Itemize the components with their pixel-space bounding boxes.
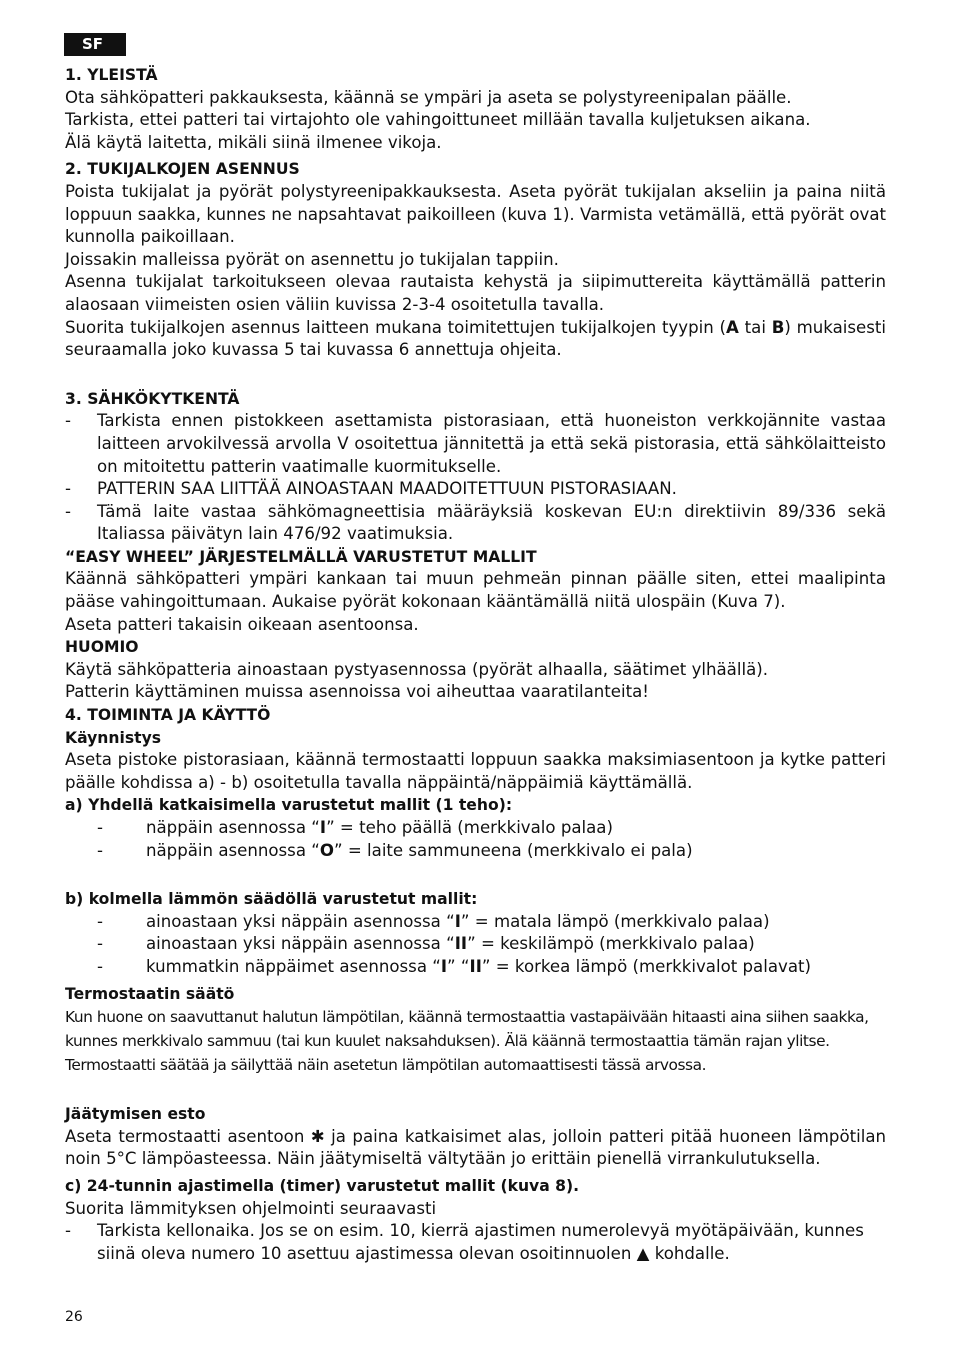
s2-paragraph-4	[65, 317, 886, 362]
triangle-arrow-icon: ▲	[636, 1243, 650, 1263]
thermostat-title: Termostaatin säätö	[65, 984, 235, 1003]
b3-text-mid: ” “	[447, 956, 470, 976]
s1-line-1: Ota sähköpatteri pakkauksesta, käännä se ympäri ja aseta se polystyreenipalan päälle.	[65, 87, 792, 107]
switch-symbol-i: I	[319, 818, 327, 837]
models-a-item-1	[65, 817, 886, 840]
huomio-paragraph-1: Käytä sähköpatteria ainoastaan pystyasennossa (pyörät alhaalla, säätimet ylhäällä).	[65, 659, 768, 679]
type-a-label: A	[726, 317, 739, 337]
frost-paragraph	[65, 1126, 886, 1171]
bullet-dash: -	[65, 1221, 71, 1241]
a2-text-pre: näppäin asennossa “	[146, 840, 320, 860]
bullet-dash: -	[97, 911, 103, 931]
bullet-dash: -	[65, 479, 71, 499]
a1-text-pre: näppäin asennossa “	[146, 818, 320, 837]
b3-text-pre: kummatkin näppäimet asennossa “	[146, 956, 441, 976]
bullet-dash: -	[65, 411, 71, 431]
b3-text-post: ” = korkea lämpö (merkkivalot palavat)	[481, 956, 811, 976]
models-a-title: a) Yhdellä katkaisimella varustetut mallit (1 teho):	[65, 796, 513, 815]
models-c-paragraph: Suorita lämmityksen ohjelmointi seuraavasti	[65, 1198, 437, 1218]
switch-symbol-o: O	[319, 840, 334, 860]
s1-line-2: Tarkista, ettei patteri tai virtajohto ole vahingoittuneet millään tavalla kuljetuksen aikana.	[65, 110, 811, 130]
bullet-dash: -	[65, 501, 71, 521]
s3-bullet-3-text: Tämä laite vastaa sähkömagneettisia määräyksiä koskevan EU:n direktiivin 89/336 sekä Italiassa päivätyn lain 476/92 vaatimuksia.	[97, 501, 886, 544]
models-b-item-1	[65, 911, 886, 934]
s1-line-3: Älä käytä laitetta, mikäli siinä ilmenee vikoja.	[65, 132, 442, 152]
models-c-item-1	[65, 1220, 886, 1265]
easy-wheel-paragraph-1: Käännä sähköpatteri ympäri kankaan tai muun pehmeän pinnan päälle siten, ettei maalipinta pääse vahingoittumaan. Aukaise pyörät kokonaan kääntämällä niitä ulospäin (Kuva 7).	[65, 569, 886, 612]
section-1-title: 1. YLEISTÄ	[65, 66, 158, 84]
s2-paragraph-2: Joissakin malleissa pyörät on asennettu jo tukijalan tappiin.	[65, 249, 559, 269]
thermostat-paragraph-2: Termostaatti säätää ja säilyttää näin asetetun lämpötilan automaattisesti tässä arvossa.	[65, 1056, 707, 1075]
easy-wheel-title: “EASY WHEEL” JÄRJESTELMÄLLÄ VARUSTETUT MALLIT	[65, 547, 537, 566]
bullet-dash: -	[97, 934, 103, 954]
document-body	[65, 64, 886, 1265]
bullet-dash: -	[97, 840, 103, 860]
switch-symbol-i: I	[440, 956, 448, 976]
models-b-item-3	[65, 956, 886, 979]
b1-text-post: ” = matala lämpö (merkkivalo palaa)	[460, 911, 770, 931]
type-b-label: B	[771, 317, 785, 337]
switch-symbol-i: I	[454, 911, 461, 931]
switch-symbol-ii: II	[469, 956, 482, 976]
frost-text-pre: Aseta termostaatti asentoon	[65, 1126, 311, 1146]
models-b-item-2	[65, 933, 886, 956]
frost-text-post: ja paina katkaisimet alas, jolloin patteri pitää huoneen lämpötilan noin 5°C lämpöasteessa. Näin jäätymiseltä vältytään jo erittäin pienellä virrankulutuksella.	[65, 1126, 887, 1169]
huomio-title: HUOMIO	[65, 638, 139, 657]
b1-text-pre: ainoastaan yksi näppäin asennossa “	[146, 911, 455, 931]
s3-bullet-2	[65, 478, 886, 501]
bullet-dash: -	[97, 956, 103, 976]
s2-p4-text-c: ) mukaisesti seuraamalla joko kuvassa 5 tai kuvassa 6 annettuja ohjeita.	[65, 317, 886, 360]
startup-paragraph: Aseta pistoke pistorasiaan, käännä termostaatti loppuun saakka maksimiasentoon ja kytke patteri päälle kohdissa a) - b) osoitetulla tavalla näppäintä/näppäimiä käyttämällä.	[65, 750, 886, 792]
page-number: 26	[65, 1309, 83, 1325]
easy-wheel-paragraph-2: Aseta patteri takaisin oikeaan asentoonsa.	[65, 614, 419, 634]
c1-text-pre: Tarkista kellonaika. Jos se on esim. 10, kierrä ajastimen numerolevyä myötäpäivään, kunnes siinä oleva numero 10 asettuu ajastimessa olevan osoitinnuolen	[97, 1221, 864, 1263]
s3-bullet-1	[65, 410, 886, 478]
switch-symbol-ii: II	[454, 934, 468, 954]
s3-bullet-3	[65, 501, 886, 546]
c1-text-post: kohdalle.	[649, 1243, 730, 1263]
language-badge: SF	[64, 33, 126, 56]
models-b-title: b) kolmella lämmön säädöllä varustetut mallit:	[65, 890, 478, 909]
b2-text-post: ” = keskilämpö (merkkivalo palaa)	[467, 934, 755, 954]
models-c-title: c) 24-tunnin ajastimella (timer) varustetut mallit (kuva 8).	[65, 1176, 580, 1195]
frost-title: Jäätymisen esto	[65, 1105, 206, 1124]
s2-paragraph-1: Poista tukijalat ja pyörät polystyreenipakkauksesta. Aseta pyörät tukijalan akseliin ja paina niitä loppuun saakka, kunnes ne napsahtavat paikoilleen (kuva 1). Varmista vetämällä, että pyörät ovat kunnolla paikoillaan.	[65, 181, 886, 247]
section-4-title: 4. TOIMINTA JA KÄYTTÖ	[65, 706, 271, 725]
s2-p4-text-b: tai	[738, 317, 772, 337]
s3-bullet-2-text: PATTERIN SAA LIITTÄÄ AINOASTAAN MAADOITETTUUN PISTORASIAAN.	[97, 479, 677, 499]
b2-text-pre: ainoastaan yksi näppäin asennossa “	[146, 934, 455, 954]
a2-text-post: ” = laite sammuneena (merkkivalo ei pala)	[333, 840, 693, 860]
a1-text-post: ” = teho päällä (merkkivalo palaa)	[326, 818, 613, 837]
section-2-title: 2. TUKIJALKOJEN ASENNUS	[65, 160, 300, 179]
s3-bullet-1-text: Tarkista ennen pistokkeen asettamista pistorasiaan, että huoneiston verkkojännite vastaa laitteen arvokilvessä arvolla V osoitettua jännitettä ja että sekä pistorasia, että sähkölaitteisto on mitoitettu patterin vaatimalle kuormitukselle.	[97, 411, 886, 476]
thermostat-paragraph-1: Kun huone on saavuttanut halutun lämpötilan, käännä termostaattia vastapäivään hitaasti aina siihen saakka, kunnes merkkivalo sammuu (tai kun kuulet naksahduksen). Älä käännä termostaattia tämän rajan ylitse.	[65, 1008, 869, 1051]
bullet-dash: -	[97, 818, 103, 837]
s2-paragraph-3: Asenna tukijalat tarkoitukseen olevaa rautaista kehystä ja siipimuttereita käyttämällä patterin alaosaan viimeisten osien väliin kuvissa 2-3-4 osoitetulla tavalla.	[65, 272, 886, 314]
startup-title: Käynnistys	[65, 728, 162, 747]
s2-p4-text-a: Suorita tukijalkojen asennus laitteen mukana toimitettujen tukijalkojen tyypin (	[65, 317, 727, 337]
section-3-title: 3. SÄHKÖKYTKENTÄ	[65, 389, 240, 408]
huomio-paragraph-2: Patterin käyttäminen muissa asennoissa voi aiheuttaa vaaratilanteita!	[65, 682, 649, 702]
models-a-item-2	[65, 840, 886, 863]
snowflake-icon: ✱	[310, 1126, 325, 1146]
